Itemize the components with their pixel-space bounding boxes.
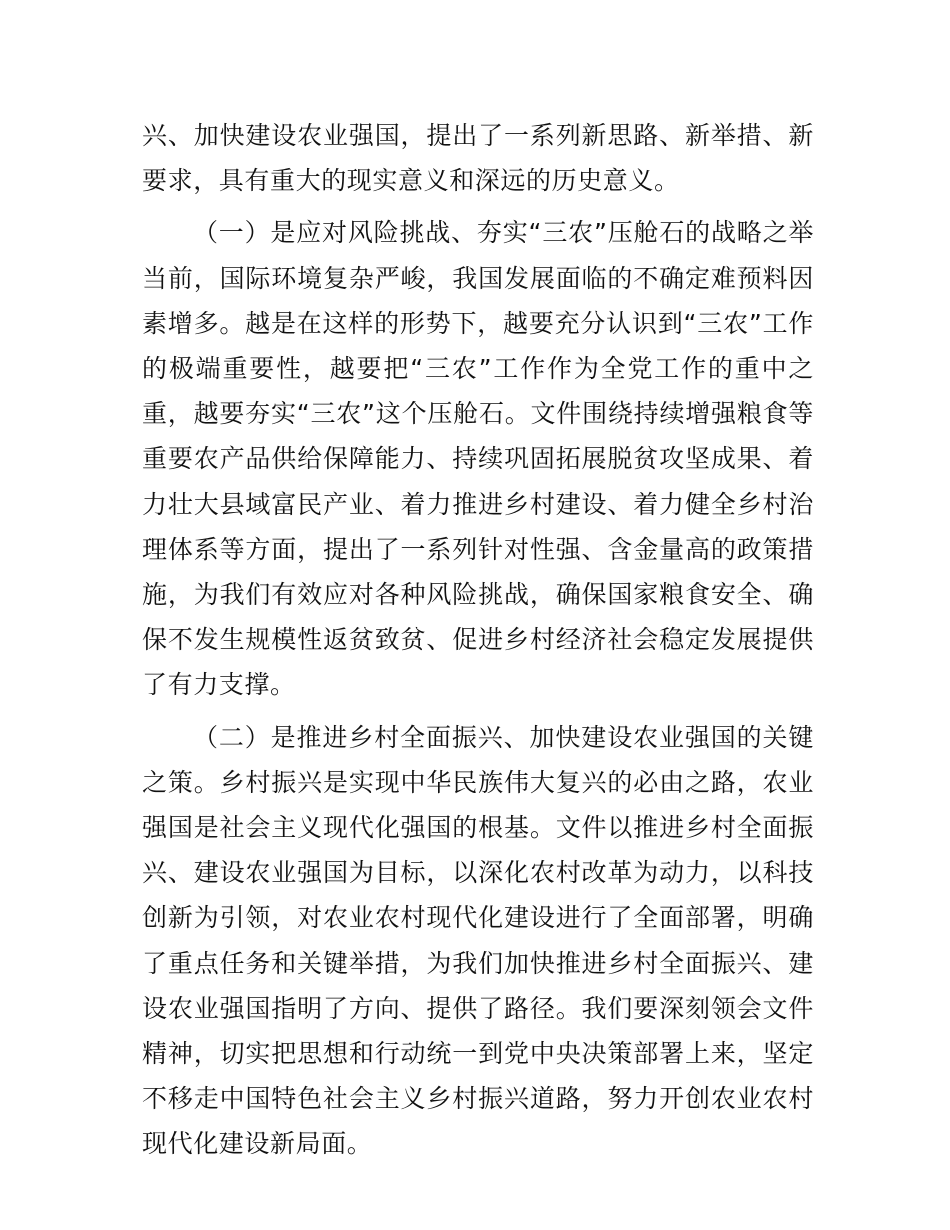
paragraph-continued: 兴、加快建设农业强国，提出了一系列新思路、新举措、新要求，具有重大的现实意义和深远的历史意义。 <box>142 121 814 196</box>
paragraph-section-one: （一）是应对风险挑战、夯实“三农”压舱石的战略之举当前，国际环境复杂严峻，我国发展面临的不确定难预料因素增多。越是在这样的形势下，越要充分认识到“三农”工作的极端重要性，越要把“三农”工作作为全党工作的重中之重，越要夯实“三农”这个压舱石。文件围绕持续增强粮食等重要农产品供给保障能力、持续巩固拓展脱贫攻坚成果、着力壮大县域富民产业、着力推进乡村建设、着力健全乡村治理体系等方面，提出了一系列针对性强、含金量高的政策措施，为我们有效应对各种风险挑战，确保国家粮食安全、确保不发生规模性返贫致贫、促进乡村经济社会稳定发展提供了有力支撑。 <box>142 218 814 700</box>
document-page <box>142 113 814 1167</box>
paragraph-section-two: （二）是推进乡村全面振兴、加快建设农业强国的关键之策。乡村振兴是实现中华民族伟大复兴的必由之路，农业强国是社会主义现代化强国的根基。文件以推进乡村全面振兴、建设农业强国为目标，以深化农村改革为动力，以科技创新为引领，对农业农村现代化建设进行了全面部署，明确了重点任务和关键举措，为我们加快推进乡村全面振兴、建设农业强国指明了方向、提供了路径。我们要深刻领会文件精神，切实把思想和行动统一到党中央决策部署上来，坚定不移走中国特色社会主义乡村振兴道路，努力开创农业农村现代化建设新局面。 <box>142 722 814 1159</box>
